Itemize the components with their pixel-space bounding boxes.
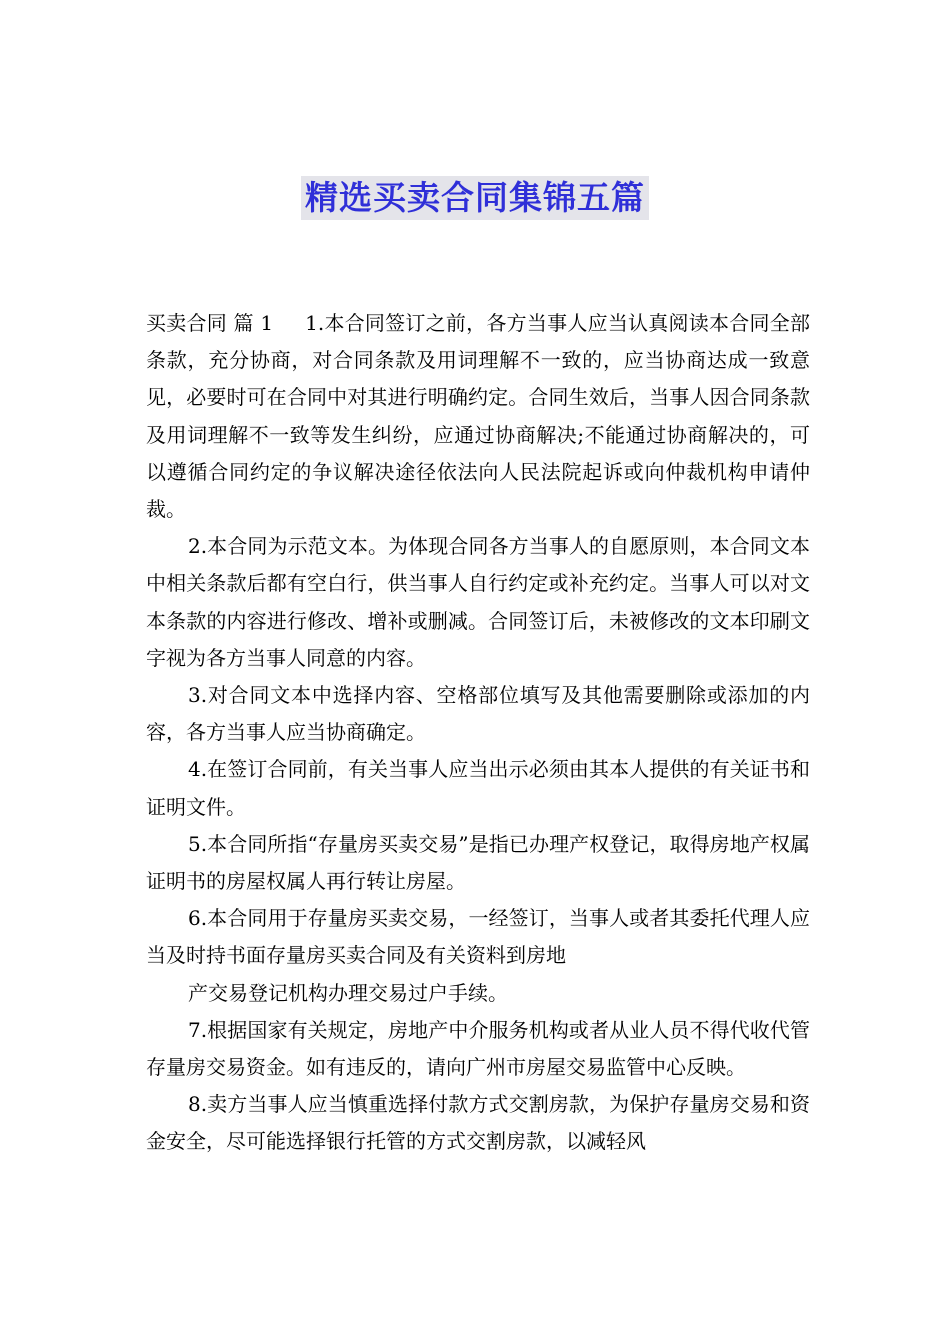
paragraph-6: 6.本合同用于存量房买卖交易，一经签订，当事人或者其委托代理人应当及时持书面存量房买卖合同及有关资料到房地 [146,906,810,968]
title-block [0,176,950,220]
section-label: 买卖合同 篇 1 [146,311,274,335]
paragraph-2: 2.本合同为示范文本。为体现合同各方当事人的自愿原则，本合同文本中相关条款后都有空白行，供当事人自行约定或补充约定。当事人可以对文本条款的内容进行修改、增补或删减。合同签订后，未被修改的文本印刷文字视为各方当事人同意的内容。 [146,534,810,670]
paragraph-1-text: 1.本合同签订之前，各方当事人应当认真阅读本合同全部条款，充分协商，对合同条款及用词理解不一致的，应当协商达成一致意见，必要时可在合同中对其进行明确约定。合同生效后，当事人因合同条款及用词理解不一致等发生纠纷，应通过协商解决;不能通过协商解决的，可以遵循合同约定的争议解决途径依法向人民法院起诉或向仲裁机构申请仲裁。 [146,311,810,522]
paragraph-7: 7.根据国家有关规定，房地产中介服务机构或者从业人员不得代收代管存量房交易资金。如有违反的，请向广州市房屋交易监管中心反映。 [146,1017,810,1080]
paragraph-5: 5.本合同所指“存量房买卖交易”是指已办理产权登记，取得房地产权属证明书的房屋权属人再行转让房屋。 [146,831,810,894]
paragraph-8: 8.卖方当事人应当慎重选择付款方式交割房款，为保护存量房交易和资金安全，尽可能选择银行托管的方式交割房款，以减轻风 [146,1092,810,1154]
paragraph-6-continuation: 产交易登记机构办理交易过户手续。 [188,980,508,1005]
paragraph-1 [146,305,810,528]
document-body [146,305,810,1161]
paragraph-3: 3.对合同文本中选择内容、空格部位填写及其他需要删除或添加的内容，各方当事人应当协商确定。 [146,683,810,745]
document-title: 精选买卖合同集锦五篇 [301,176,649,220]
paragraph-4: 4.在签订合同前，有关当事人应当出示必须由其本人提供的有关证书和证明文件。 [146,757,810,819]
